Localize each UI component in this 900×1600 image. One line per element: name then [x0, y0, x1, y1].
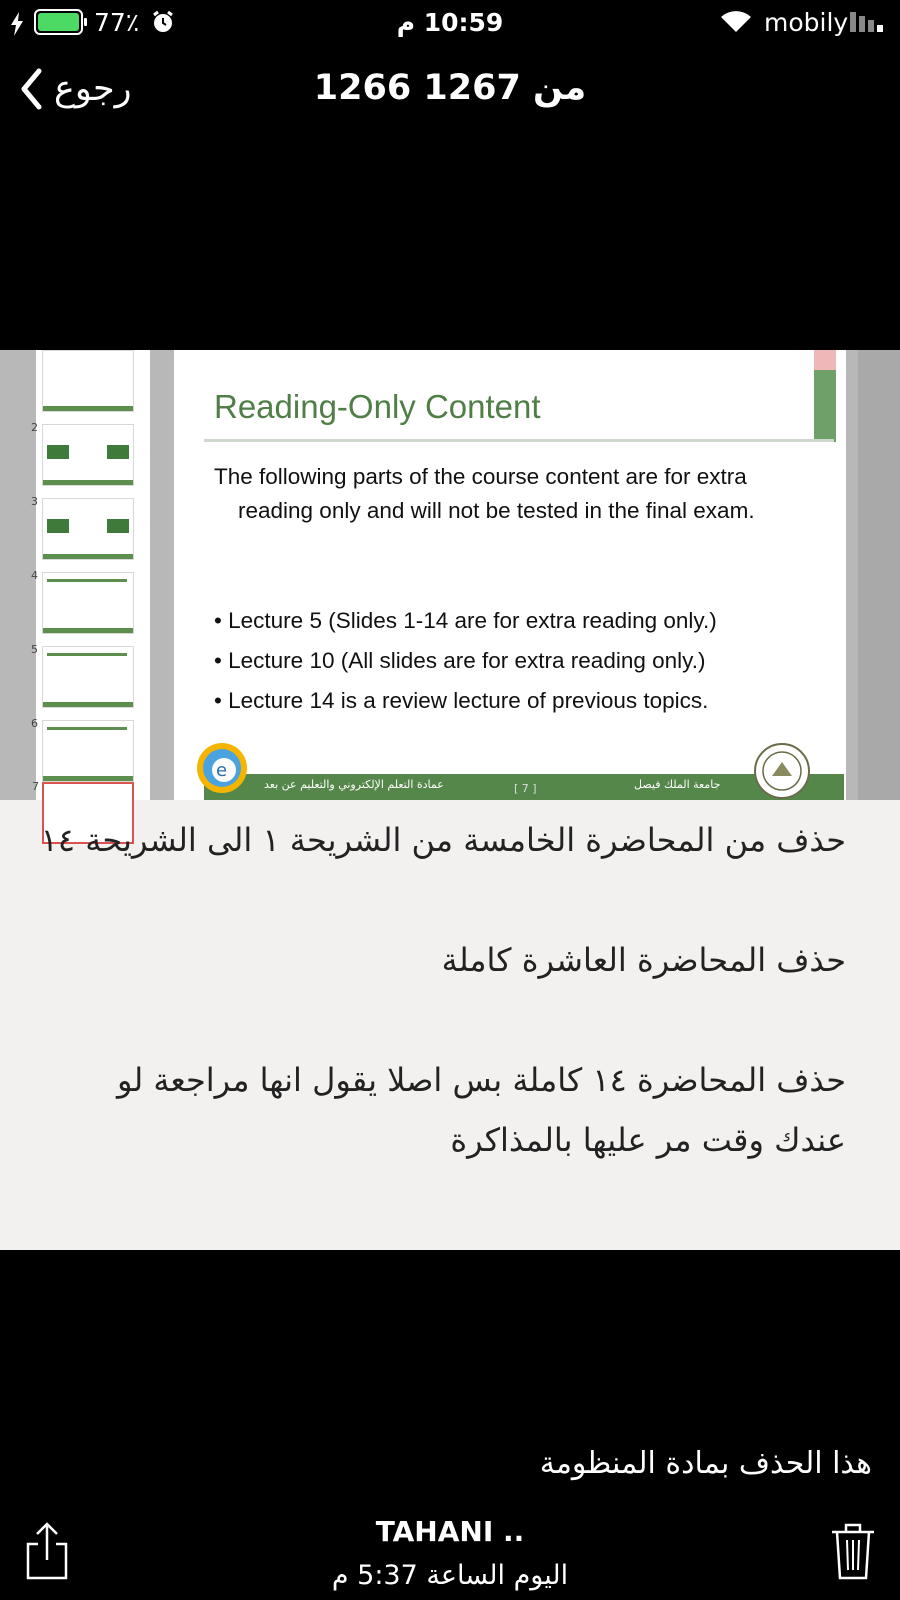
note-line: حذف من المحاضرة الخامسة من الشريحة ١ الى الشريحة ١٤ — [40, 821, 846, 859]
sent-timestamp: اليوم الساعة 5:37 م — [331, 1560, 569, 1591]
svg-text:e: e — [216, 760, 228, 781]
note-line: حذف المحاضرة ١٤ كاملة بس اصلا يقول انها مراجعة لو عندك وقت مر عليها بالمذاكرة — [116, 1061, 846, 1159]
back-button[interactable] — [20, 64, 132, 114]
slide-screenshot — [0, 350, 900, 800]
slide-thumbnail: 2 — [42, 424, 134, 486]
slide-bullet: • Lecture 5 (Slides 1-14 are for extra reading only.) — [214, 608, 717, 633]
slide-scrollbar — [858, 350, 900, 800]
slide-intro-text: The following parts of the course content are for extra reading only and will not be tested in the final exam. — [214, 464, 755, 523]
carrier-name: mobily — [764, 8, 849, 37]
photo-image[interactable] — [0, 350, 900, 1250]
clock: 10:59 م — [396, 8, 504, 37]
thumbnail-panel — [31, 350, 150, 800]
slide-thumbnail: 3 — [42, 498, 134, 560]
footer-page-number: [ 7 ] — [514, 782, 537, 795]
footer-deanship-text: عمادة التعلم الإلكتروني والتعليم عن بعد — [264, 778, 444, 791]
slide-thumbnail-selected: 7 — [42, 782, 134, 844]
delete-button[interactable] — [828, 1520, 878, 1582]
photo-caption: هذا الحذف بمادة المنظومة — [539, 1446, 872, 1481]
back-label: رجوع — [54, 69, 132, 109]
slide-canvas — [174, 350, 846, 800]
university-seal-icon — [752, 742, 812, 800]
slide-thumbnail: 5 — [42, 646, 134, 708]
status-bar — [0, 0, 900, 46]
note-line: حذف المحاضرة العاشرة كاملة — [441, 941, 846, 979]
note-text — [40, 810, 846, 1170]
sender-name: TAHANI .. — [375, 1515, 525, 1548]
photo-counter-title: 1266 من 1267 — [313, 68, 587, 108]
wifi-icon — [720, 11, 752, 33]
slide-bullet: • Lecture 10 (All slides are for extra reading only.) — [214, 648, 706, 673]
trash-icon — [828, 1520, 878, 1582]
slide-thumbnail: 4 — [42, 572, 134, 634]
chevron-left-icon — [20, 68, 42, 110]
slide-title: Reading-Only Content — [214, 388, 541, 425]
slide-bullet: • Lecture 14 is a review lecture of previous topics. — [214, 688, 709, 713]
slide-thumbnail — [42, 350, 134, 412]
elearning-logo-icon — [196, 742, 248, 794]
battery-percent: 77٪ — [94, 8, 140, 37]
footer-university-text: جامعة الملك فيصل — [634, 778, 721, 791]
signal-bars-icon — [850, 10, 888, 34]
slide-thumbnail: 6 — [42, 720, 134, 782]
